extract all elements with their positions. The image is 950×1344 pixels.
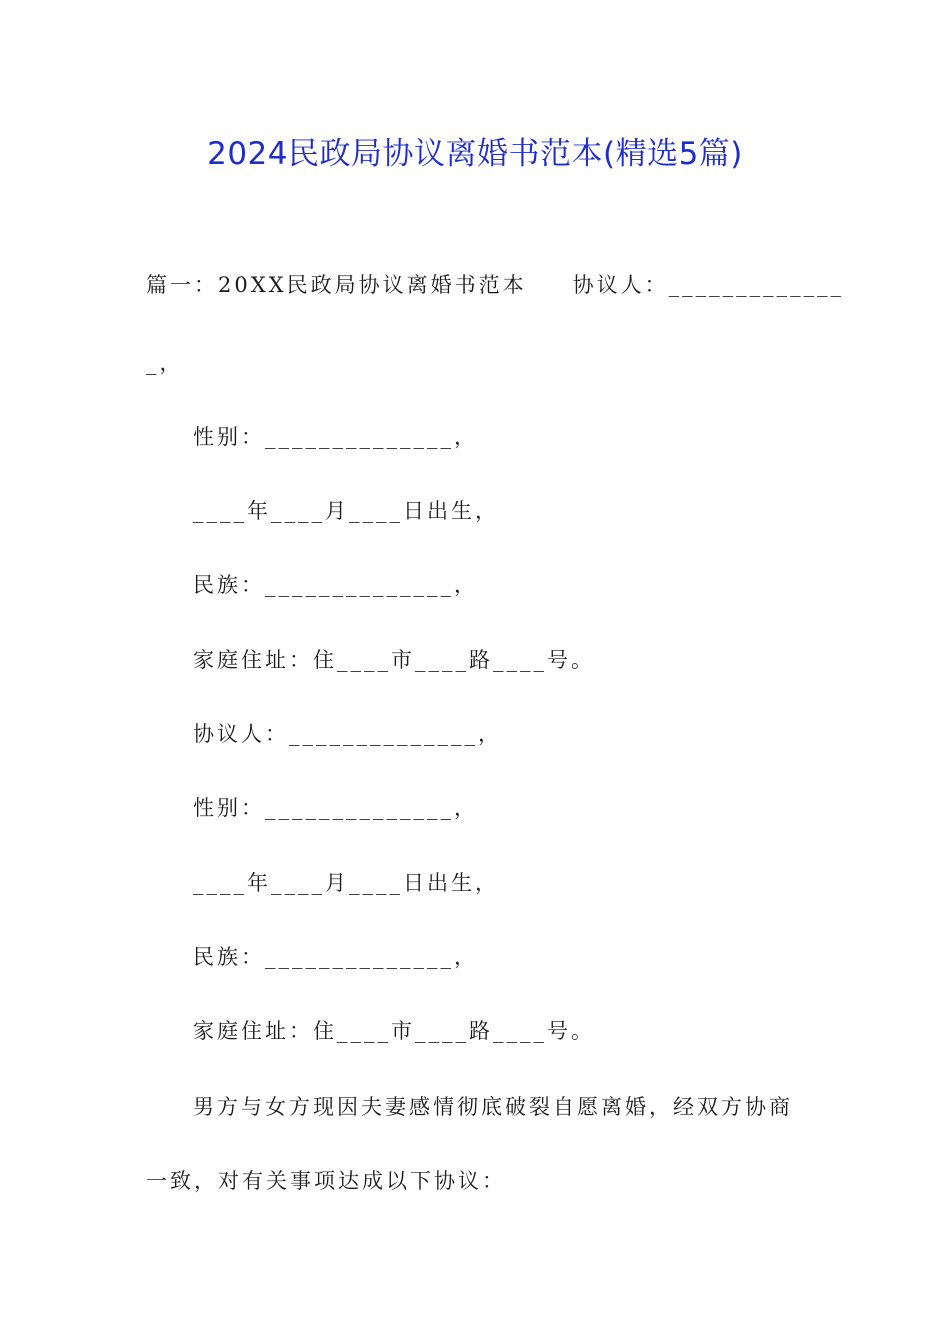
document-title: 2024民政局协议离婚书范本(精选5篇) [207, 136, 743, 172]
party1-address: 家庭住址：住____市____路____号。 [193, 648, 595, 672]
second-line: _， [146, 351, 184, 375]
party2-ethnicity: 民族：______________， [193, 945, 478, 969]
section-heading: 篇一：20XX民政局协议离婚书范本 [146, 273, 527, 297]
first-line [146, 270, 844, 300]
party2-birth: ____年____月____日出生， [193, 871, 499, 895]
party1-birth: ____年____月____日出生， [193, 499, 499, 523]
agreement-paragraph-start: 男方与女方现因夫妻感情彻底破裂自愿离婚，经双方协商 [193, 1095, 793, 1119]
party2-gender: 性别：______________， [193, 796, 478, 820]
party2-address: 家庭住址：住____市____路____号。 [193, 1019, 595, 1043]
agreement-paragraph-continued: 一致，对有关事项达成以下协议： [146, 1169, 506, 1193]
party1-gender: 性别：______________， [193, 425, 478, 449]
party2-agreer: 协议人：______________， [193, 722, 502, 746]
agreer-field: 协议人：_____________ [572, 273, 845, 297]
party1-ethnicity: 民族：______________， [193, 573, 478, 597]
